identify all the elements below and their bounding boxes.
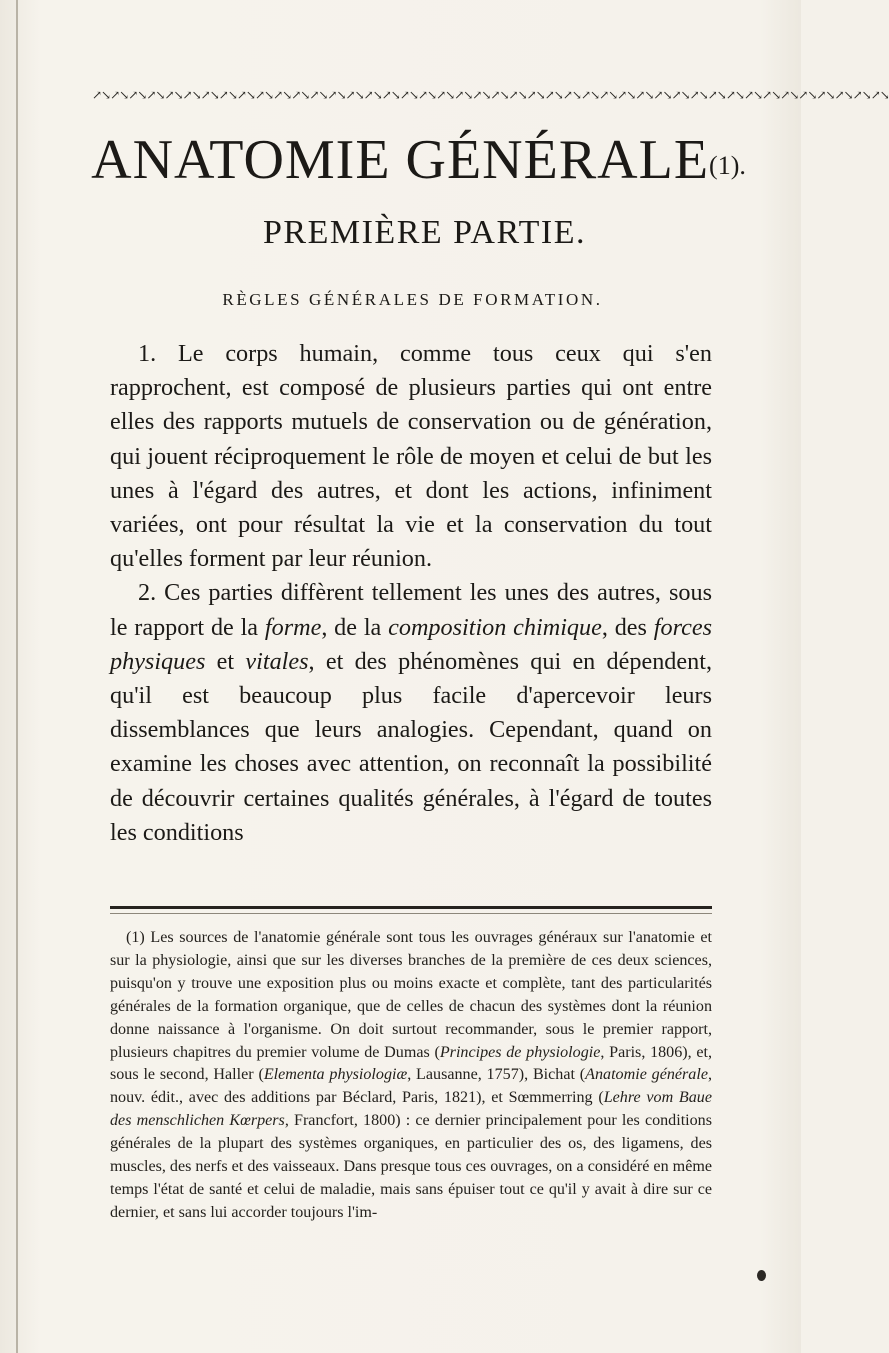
body-text: [110, 337, 712, 850]
footnote-italic: Principes de physiologie: [439, 1043, 601, 1061]
section-heading: RÈGLES GÉNÉRALES DE FORMATION.: [222, 290, 603, 309]
paragraph-2-italic: forces physiques: [110, 613, 712, 675]
footnote-italic: Elementa physiologiæ: [263, 1066, 408, 1084]
title-footnote-ref: (1).: [709, 151, 746, 180]
paragraph-2-italic: forme: [264, 613, 322, 641]
paragraph-2-italic: composition chimique: [388, 613, 602, 641]
paragraph-1: 1. Le corps humain, comme tous ceux qui s'en rapprochent, est composé de plusieurs parties qui ont entre elles des rapports mutuels de conservation ou de génération, qui jouent réciproquement le rôle de moyen et celui de but les unes à l'égard des autres, et dont les actions, infiniment variées, ont pour résultat la vie et la conservation du tout qu'elles forment par leur réunion.: [110, 340, 712, 573]
ink-speck: [757, 1270, 766, 1281]
footnote-text: , nouv. édit., avec des additions par Béclard, Paris, 1821), et Sœmmerring (: [110, 1066, 712, 1107]
page-title: [0, 128, 819, 198]
footnote: [110, 927, 712, 1225]
footnote-text: , Lausanne, 1757), Bichat (: [407, 1066, 586, 1084]
paragraph-2-text: 2. Ces parties diffèrent tellement les unes des autres, sous le rapport de la: [110, 579, 712, 641]
paragraph-2-text: , et des phénomènes qui en dépendent, qu'il est beaucoup plus facile d'apercevoir leurs dissemblances que leurs analogies. Cependant, quand on examine les choses avec attention, on reconnaît la possibilité de découvrir certaines qualités générales, à l'égard de toutes les conditions: [110, 647, 712, 846]
footnote-italic: Anatomie générale: [585, 1066, 708, 1084]
footnote-text: (1) Les sources de l'anatomie générale sont tous les ouvrages généraux sur l'anatomie et sur la physiologie, ainsi que sur les diverses branches de la première de ces deux sciences, puisqu'on y trouve une exposition plus ou moins exacte et complète, tant des particularités générales de la formation organique, que de celles de chacun des systèmes dont la réunion donne naissance à l'organisme. On doit surtout recommander, sous le premier rapport, plusieurs chapitres du premier volume de Dumas (: [110, 929, 712, 1061]
paragraph-2-text: , de la: [321, 613, 389, 641]
paragraph-2-italic: vitales: [245, 647, 309, 675]
header-ornament: ↗↘↗↘↗↘↗↘↗↘↗↘↗↘↗↘↗↘↗↘↗↘↗↘↗↘↗↘↗↘↗↘↗↘↗↘↗↘↗↘↗↘↗↘↗↘↗↘↗↘↗↘↗↘↗↘↗↘↗↘↗↘↗↘↗↘↗↘↗↘↗↘↗↘↗↘↗↘↗↘↗↘↗↘↗↘↗↘: [92, 88, 889, 102]
page-edge-rule: [16, 0, 18, 1353]
footnote-text: , Paris, 1806), et, sous le second, Haller (: [110, 1043, 712, 1084]
footnote-separator-thin: [110, 913, 712, 914]
paragraph-2: [110, 576, 712, 850]
part-heading: PREMIÈRE PARTIE.: [263, 214, 586, 251]
footnote-text: , Francfort, 1800) : ce dernier principalement pour les conditions générales de la plupart des systèmes organiques, en particulier des os, des ligamens, des muscles, des nerfs et des vaisseaux. Dans presque tous ces ouvrages, on a considéré en même temps l'état de santé et celui de maladie, mais sans épuiser tout ce qu'il y avait à dire sur ce dernier, et sans lui accorder toujours l'im-: [110, 1112, 712, 1221]
footnote-italic: Lehre vom Baue des menschlichen Kœrpers: [110, 1089, 712, 1130]
paragraph-2-text: et: [205, 647, 246, 675]
paragraph-2-text: , des: [601, 613, 654, 641]
title-text: ANATOMIE GÉNÉRALE: [91, 129, 710, 191]
footnote-separator: [110, 906, 712, 909]
footnote-paragraph: [110, 927, 712, 1225]
